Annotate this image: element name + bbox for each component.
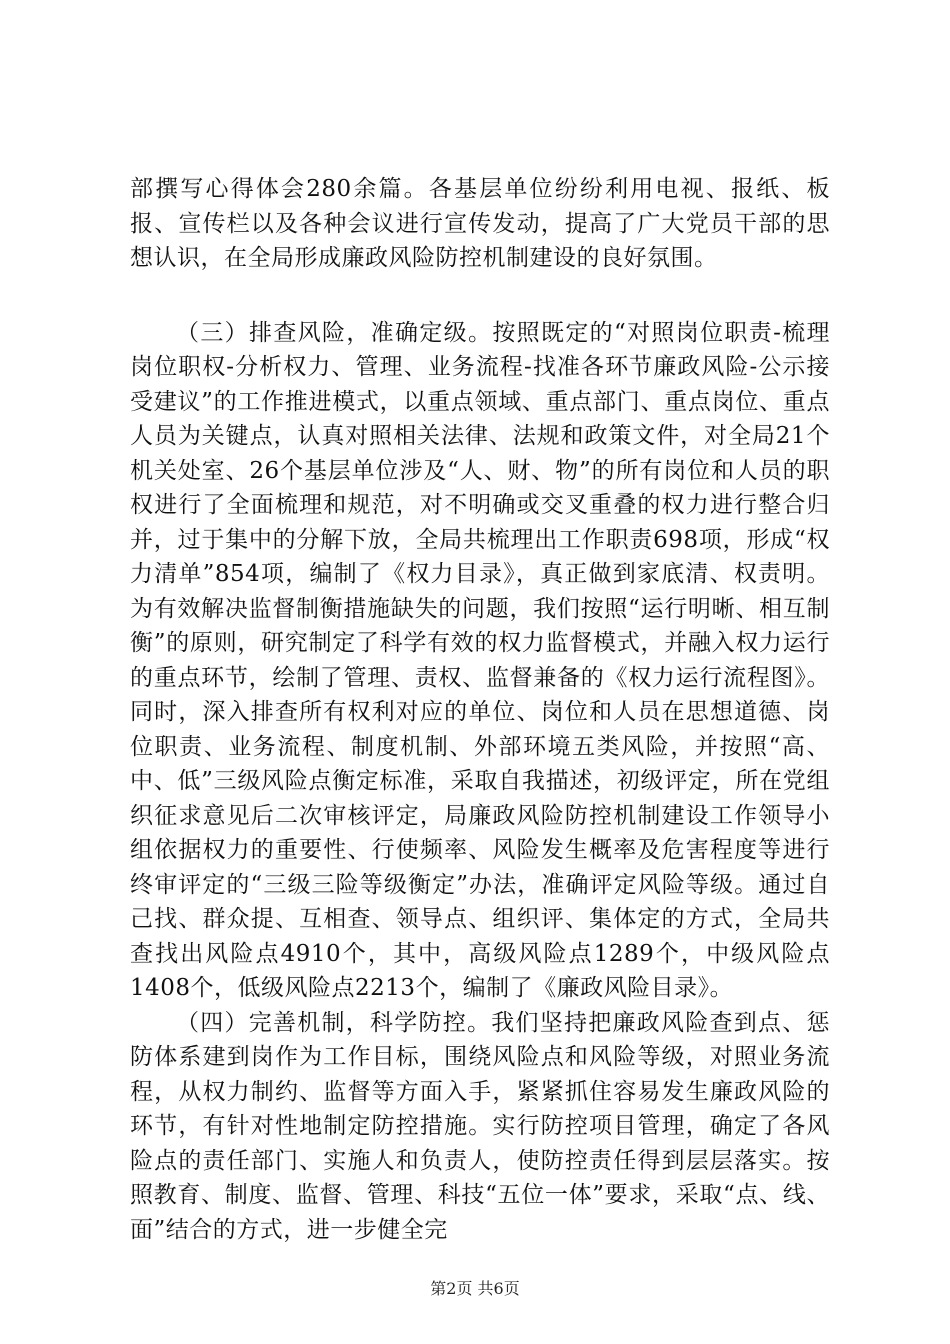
paragraph-section-4: （四）完善机制，科学防控。我们坚持把廉政风险查到点、惩防体系建到岗作为工作目标，围绕风险点和风险等级，对照业务流程，从权力制约、监督等方面入手，紧紧抓住容易发生廉政风险的环节，有针对性地制定防控措施。实行防控项目管理，确定了各风险点的责任部门、实施人和负责人，使防控责任得到层层落实。按照教育、制度、监督、管理、科技“五位一体”要求，采取“点、线、面”结合的方式，进一步健全完 (130, 1009, 830, 1243)
page-number-footer: 第2页 共6页 (430, 1279, 520, 1298)
paragraph-continuation: 部撰写心得体会280余篇。各基层单位纷纷利用电视、报纸、板报、宣传栏以及各种会议进行宣传发动，提高了广大党员干部的思想认识，在全局形成廉政风险防控机制建设的良好氛围。 (130, 176, 830, 271)
paragraph-section-3: （三）排查风险，准确定级。按照既定的“对照岗位职责-梳理岗位职权-分析权力、管理、业务流程-找准各环节廉政风险-公示接受建议”的工作推进模式，以重点领域、重点部门、重点岗位、重点人员为关键点，认真对照相关法律、法规和政策文件，对全局21个机关处室、26个基层单位涉及“人、财、物”的所有岗位和人员的职权进行了全面梳理和规范，对不明确或交叉重叠的权力进行整合归并，过于集中的分解下放，全局共梳理出工作职责698项，形成“权力清单”854项，编制了《权力目录》，真正做到家底清、权责明。为有效解决监督制衡措施缺失的问题，我们按照“运行明晰、相互制衡”的原则，研究制定了科学有效的权力监督模式，并融入权力运行的重点环节，绘制了管理、责权、监督兼备的《权力运行流程图》。同时，深入排查所有权利对应的单位、岗位和人员在思想道德、岗位职责、业务流程、制度机制、外部环境五类风险，并按照“高、中、低”三级风险点衡定标准，采取自我描述，初级评定，所在党组织征求意见后二次审核评定，局廉政风险防控机制建设工作领导小组依据权力的重要性、行使频率、风险发生概率及危害程度等进行终审评定的“三级三险等级衡定”办法，准确评定风险等级。通过自己找、群众提、互相查、领导点、组织评、集体定的方式，全局共查找出风险点4910个，其中，高级风险点1289个，中级风险点1408个，低级风险点2213个，编制了《廉政风险目录》。 (130, 319, 830, 1001)
document-body (130, 172, 830, 1247)
